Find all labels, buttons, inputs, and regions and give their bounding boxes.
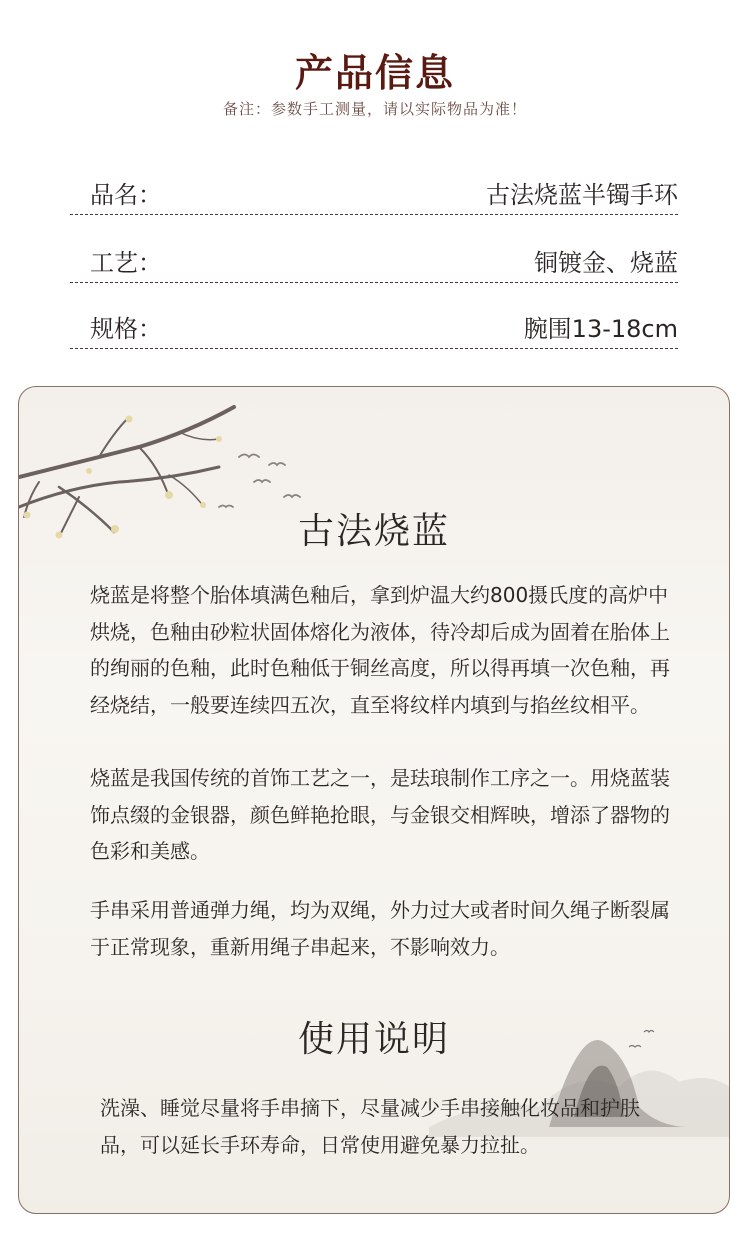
measurement-note: 备注：参数手工测量，请以实际物品为准！ <box>222 100 527 118</box>
spec-label: 品名： <box>90 181 162 209</box>
spec-row-name <box>70 174 678 215</box>
page-title: 产品信息 <box>294 51 455 95</box>
spec-label: 工艺： <box>90 249 162 277</box>
spec-row-size <box>70 308 678 349</box>
spec-value: 铜镀金、烧蓝 <box>534 249 678 277</box>
bracelet-cord-note: 手串采用普通弹力绳，均为双绳，外力过大或者时间久绳子断裂属于正常现象，重新用绳子串起来，不影响效力。 <box>90 898 670 959</box>
spec-value: 腕围13-18cm <box>523 315 678 343</box>
section-title-craft: 古法烧蓝 <box>297 511 450 552</box>
spec-row-craft <box>70 242 678 283</box>
description-panel <box>18 386 730 1214</box>
craft-paragraph-2: 烧蓝是我国传统的首饰工艺之一，是珐琅制作工序之一。用烧蓝装饰点缀的金银器，颜色鲜艳抢眼，与金银交相辉映，增添了器物的色彩和美感。 <box>90 766 670 864</box>
usage-paragraph: 洗澡、睡觉尽量将手串摘下，尽量减少手串接触化妆品和护肤品，可以延长手环寿命，日常使用避免暴力拉扯。 <box>100 1096 640 1157</box>
spec-value: 古法烧蓝半镯手环 <box>486 181 678 209</box>
craft-paragraph-1: 烧蓝是将整个胎体填满色釉后，拿到炉温大约800摄氏度的高炉中烘烧，色釉由砂粒状固体熔化为液体，待冷却后成为固着在胎体上的绚丽的色釉，此时色釉低于铜丝高度，所以得再填一次色釉，再经烧结，一般要连续四五次，直至将纹样内填到与掐丝纹相平。 <box>90 583 670 717</box>
spec-label: 规格： <box>90 315 162 343</box>
section-title-usage: 使用说明 <box>297 1019 450 1060</box>
